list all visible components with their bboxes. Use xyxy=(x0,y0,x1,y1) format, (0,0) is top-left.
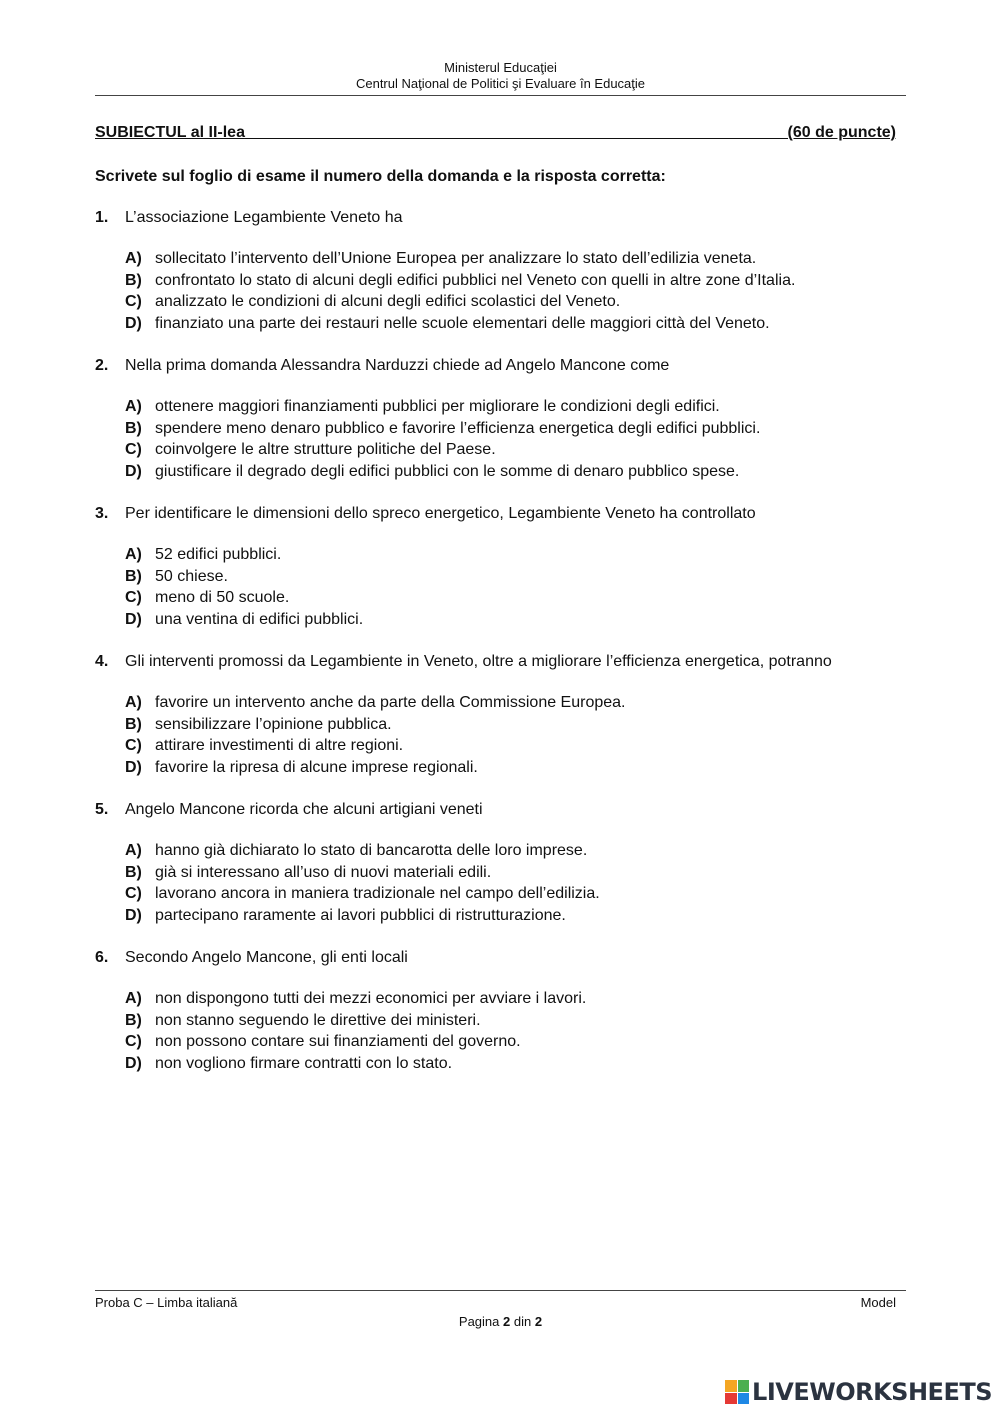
center-name: Centrul Naţional de Politici şi Evaluare în Educaţie xyxy=(355,76,646,91)
answer-options xyxy=(125,396,903,482)
footer-exam-name: Proba C – Limba italiană xyxy=(95,1295,238,1310)
question-text: Angelo Mancone ricorda che alcuni artigiani veneti xyxy=(125,801,483,818)
answer-option xyxy=(125,1031,903,1053)
answer-option xyxy=(125,544,903,566)
question-text: Gli interventi promossi da Legambiente in Veneto, oltre a migliorare l’efficienza energetica, potranno xyxy=(125,653,832,670)
option-text: analizzato le condizioni di alcuni degli edifici scolastici del Veneto. xyxy=(155,293,621,310)
answer-option xyxy=(125,883,903,905)
option-text: hanno già dichiarato lo stato di bancarotta delle loro imprese. xyxy=(155,842,588,859)
answer-option xyxy=(125,270,903,292)
option-text: favorire la ripresa di alcune imprese regionali. xyxy=(155,758,478,776)
answer-option xyxy=(125,840,903,862)
answer-option xyxy=(125,313,903,335)
option-text: sensibilizzare l’opinione pubblica. xyxy=(155,715,392,733)
answer-option xyxy=(125,461,903,483)
subject-heading xyxy=(95,124,896,142)
question-2 xyxy=(95,355,903,482)
page-prefix: Pagina xyxy=(458,1314,500,1329)
page-total: 2 xyxy=(534,1314,543,1329)
option-letter: A) xyxy=(125,842,142,859)
option-letter: B) xyxy=(125,567,142,585)
option-letter: B) xyxy=(125,715,142,733)
answer-option xyxy=(125,1010,903,1032)
answer-option xyxy=(125,248,903,270)
option-letter: D) xyxy=(125,462,142,480)
option-letter: D) xyxy=(125,314,142,332)
option-letter: A) xyxy=(125,398,142,415)
page-header xyxy=(95,60,906,96)
option-text: meno di 50 scuole. xyxy=(155,589,290,606)
option-letter: B) xyxy=(125,271,142,289)
option-text: 50 chiese. xyxy=(155,567,228,585)
option-text: non stanno seguendo le direttive dei ministeri. xyxy=(155,1011,481,1029)
liveworksheets-logo-icon xyxy=(725,1380,749,1404)
option-letter: D) xyxy=(125,610,142,628)
option-letter: C) xyxy=(125,1033,142,1050)
page-current: 2 xyxy=(503,1314,511,1329)
question-number: 2. xyxy=(95,357,109,374)
question-list xyxy=(95,207,903,1095)
page-mid: din xyxy=(513,1314,532,1329)
question-4 xyxy=(95,651,903,778)
option-text: coinvolgere le altre strutture politiche del Paese. xyxy=(155,441,496,458)
question-text: L’associazione Legambiente Veneto ha xyxy=(125,209,403,226)
option-letter: A) xyxy=(125,250,142,267)
option-text: ottenere maggiori finanziamenti pubblici per migliorare le condizioni degli edifici. xyxy=(155,398,720,415)
option-text: non dispongono tutti dei mezzi economici per avviare i lavori. xyxy=(155,990,587,1007)
option-letter: D) xyxy=(125,906,142,924)
option-text: attirare investimenti di altre regioni. xyxy=(155,737,404,754)
question-1 xyxy=(95,207,903,334)
answer-option xyxy=(125,609,903,631)
ministry-name: Ministerul Educaţiei xyxy=(444,60,557,75)
instruction-text: Scrivete sul foglio di esame il numero della domanda e la risposta corretta: xyxy=(95,168,666,185)
answer-option xyxy=(125,757,903,779)
question-text: Nella prima domanda Alessandra Narduzzi chiede ad Angelo Mancone come xyxy=(125,357,670,374)
option-letter: B) xyxy=(125,863,142,881)
answer-option xyxy=(125,1053,903,1075)
answer-option xyxy=(125,291,903,313)
answer-option xyxy=(125,418,903,440)
option-text: non possono contare sui finanziamenti del governo. xyxy=(155,1033,521,1050)
question-number: 4. xyxy=(95,653,109,670)
option-letter: D) xyxy=(125,758,142,776)
answer-options xyxy=(125,988,903,1074)
option-letter: C) xyxy=(125,293,142,310)
subject-underline xyxy=(245,138,788,139)
subject-title: SUBIECTUL al II-lea xyxy=(95,124,245,141)
question-number: 3. xyxy=(95,505,109,522)
option-letter: A) xyxy=(125,546,142,563)
option-text: 52 edifici pubblici. xyxy=(155,546,282,563)
option-letter: A) xyxy=(125,694,142,711)
option-text: partecipano raramente ai lavori pubblici di ristrutturazione. xyxy=(155,906,566,924)
question-6 xyxy=(95,947,903,1074)
answer-options xyxy=(125,544,903,630)
option-text: lavorano ancora in maniera tradizionale nel campo dell’edilizia. xyxy=(155,885,600,902)
option-text: sollecitato l’intervento dell’Unione Europea per analizzare lo stato dell’edilizia veneta. xyxy=(155,250,757,267)
footer-model-label: Model xyxy=(860,1295,896,1310)
answer-option xyxy=(125,566,903,588)
answer-option xyxy=(125,587,903,609)
question-3 xyxy=(95,503,903,630)
question-number: 5. xyxy=(95,801,109,818)
watermark-text: LIVEWORKSHEETS xyxy=(752,1378,992,1406)
option-letter: C) xyxy=(125,885,142,902)
option-text: non vogliono firmare contratti con lo stato. xyxy=(155,1054,453,1072)
option-text: una ventina di edifici pubblici. xyxy=(155,610,364,628)
option-letter: D) xyxy=(125,1054,142,1072)
subject-points: (60 de puncte) xyxy=(787,124,896,141)
answer-option xyxy=(125,735,903,757)
answer-option xyxy=(125,714,903,736)
question-text: Secondo Angelo Mancone, gli enti locali xyxy=(125,949,408,966)
option-text: spendere meno denaro pubblico e favorire l’efficienza energetica degli edifici pubblici. xyxy=(155,419,761,437)
answer-options xyxy=(125,248,903,334)
option-letter: C) xyxy=(125,441,142,458)
answer-option xyxy=(125,988,903,1010)
option-letter: B) xyxy=(125,1011,142,1029)
answer-option xyxy=(125,692,903,714)
option-letter: B) xyxy=(125,419,142,437)
option-letter: C) xyxy=(125,589,142,606)
question-number: 6. xyxy=(95,949,109,966)
option-text: finanziato una parte dei restauri nelle scuole elementari delle maggiori città del Veneto. xyxy=(155,314,770,332)
page-number xyxy=(95,1314,906,1329)
question-number: 1. xyxy=(95,209,109,226)
page-footer xyxy=(95,1290,906,1329)
answer-option xyxy=(125,862,903,884)
liveworksheets-watermark xyxy=(725,1378,992,1406)
option-text: giustificare il degrado degli edifici pubblici con le somme di denaro pubblico spese. xyxy=(155,462,740,480)
answer-option xyxy=(125,439,903,461)
answer-options xyxy=(125,840,903,926)
option-text: già si interessano all’uso di nuovi materiali edili. xyxy=(155,863,492,881)
option-letter: A) xyxy=(125,990,142,1007)
option-text: favorire un intervento anche da parte della Commissione Europea. xyxy=(155,694,626,711)
answer-option xyxy=(125,396,903,418)
option-letter: C) xyxy=(125,737,142,754)
option-text: confrontato lo stato di alcuni degli edifici pubblici nel Veneto con quelli in altre zone d’Italia. xyxy=(155,271,796,289)
question-5 xyxy=(95,799,903,926)
answer-option xyxy=(125,905,903,927)
question-text: Per identificare le dimensioni dello spreco energetico, Legambiente Veneto ha controllato xyxy=(125,505,756,522)
answer-options xyxy=(125,692,903,778)
